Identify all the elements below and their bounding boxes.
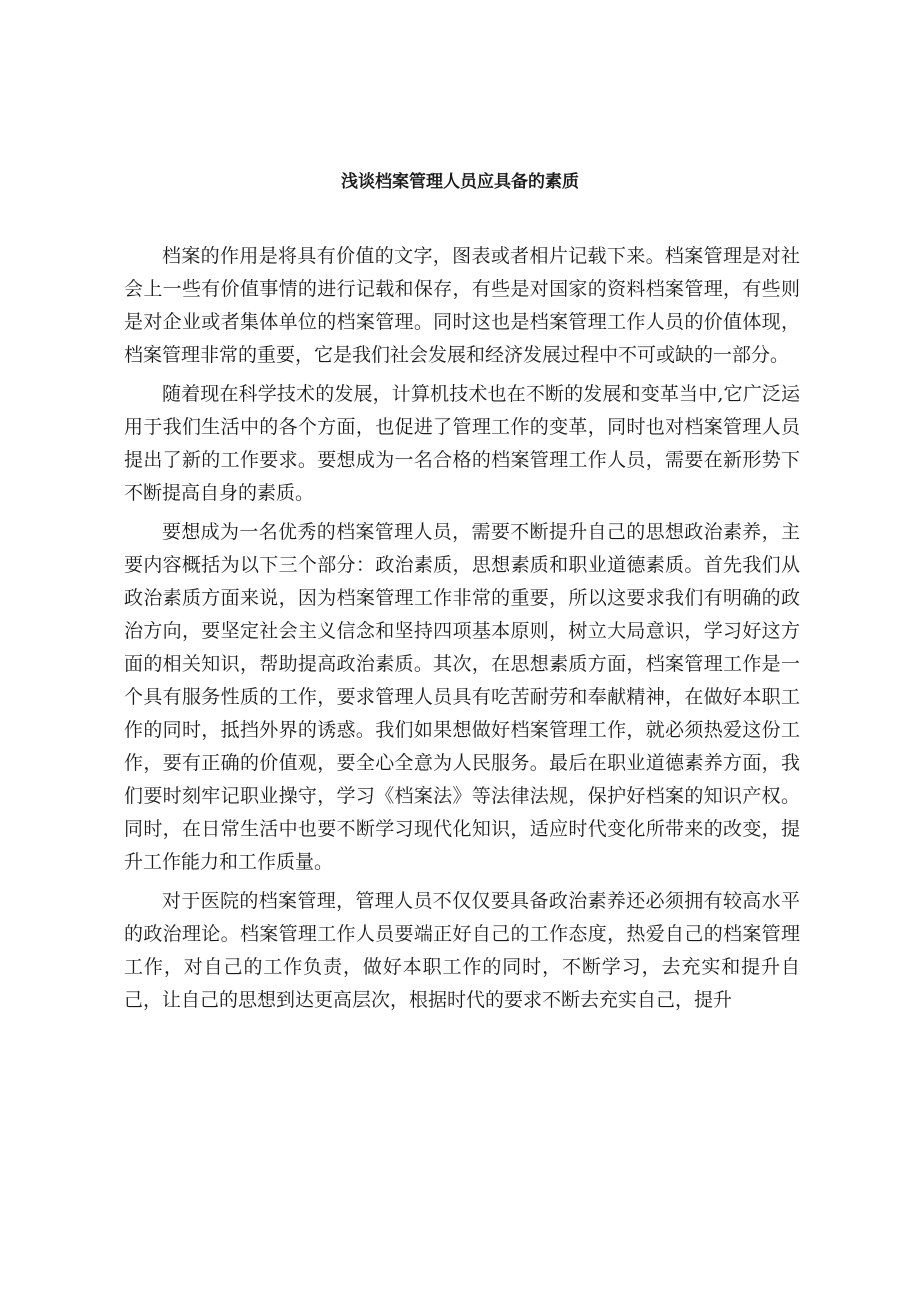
paragraph-3: 要想成为一名优秀的档案管理人员，需要不断提升自己的思想政治素养，主要内容概括为以下三个部分：政治素质，思想素质和职业道德素质。首先我们从政治素质方面来说，因为档案管理工作非常的重要，所以这要求我们有明确的政治方向，要坚定社会主义信念和坚持四项基本原则，树立大局意识，学习好这方面的相关知识，帮助提高政治素质。其次，在思想素质方面，档案管理工作是一个具有服务性质的工作，要求管理人员具有吃苦耐劳和奉献精神，在做好本职工作的同时，抵挡外界的诱惑。我们如果想做好档案管理工作，就必须热爱这份工作，要有正确的价值观，要全心全意为人民服务。最后在职业道德素养方面，我们要时刻牢记职业操守，学习《档案法》等法律法规，保护好档案的知识产权。同时，在日常生活中也要不断学习现代化知识，适应时代变化所带来的改变，提升工作能力和工作质量。: [124, 521, 800, 873]
document-body: [124, 240, 800, 1023]
paragraph-4: 对于医院的档案管理，管理人员不仅仅要具备政治素养还必须拥有较高水平的政治理论。档案管理工作人员要端正好自己的工作态度，热爱自己的档案管理工作，对自己的工作负责，做好本职工作的同时，不断学习，去充实和提升自己，让自己的思想到达更高层次，根据时代的要求不断去充实自己，提升: [124, 890, 800, 1011]
paragraph-2: 随着现在科学技术的发展，计算机技术也在不断的发展和变革当中,它广泛运用于我们生活中的各个方面，也促进了管理工作的变革，同时也对档案管理人员提出了新的工作要求。要想成为一名合格的档案管理工作人员，需要在新形势下不断提高自身的素质。: [124, 383, 800, 504]
document-title: 浅谈档案管理人员应具备的素质: [341, 172, 579, 192]
paragraph-1: 档案的作用是将具有价值的文字，图表或者相片记载下来。档案管理是对社会上一些有价值事情的进行记载和保存，有些是对国家的资料档案管理，有些则是对企业或者集体单位的档案管理。同时这也是档案管理工作人员的价值体现，档案管理非常的重要，它是我们社会发展和经济发展过程中不可或缺的一部分。: [124, 245, 800, 366]
